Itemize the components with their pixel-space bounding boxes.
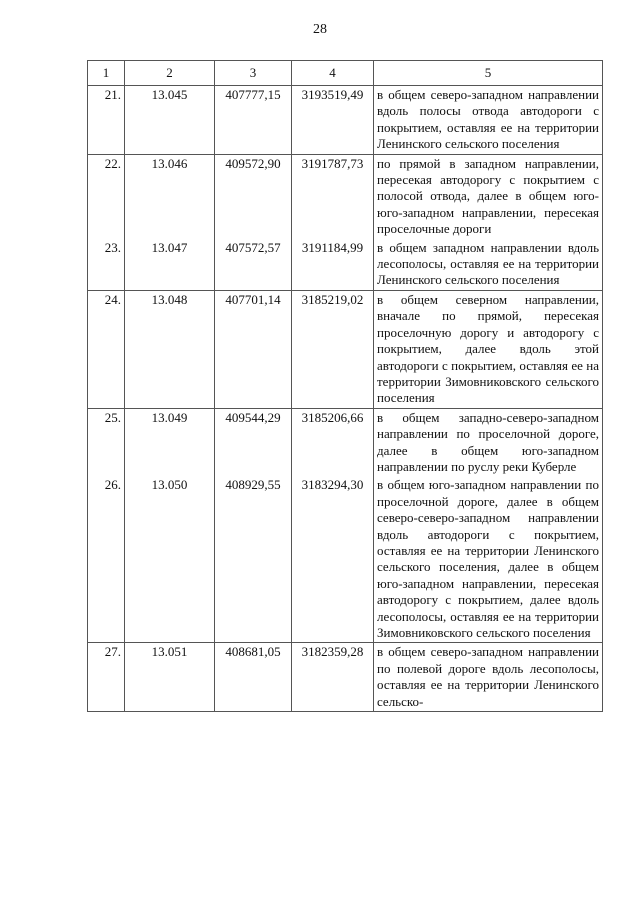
header-col-3: 3 [215, 61, 292, 86]
page-number: 28 [313, 22, 327, 37]
table-row [88, 290, 603, 408]
coordinate-y: 3183294,30 [292, 476, 374, 643]
point-id: 13.051 [125, 643, 215, 712]
boundary-description: в общем северном направлении, вначале по прямой, пересекая проселочную дорогу и автодорогу с покрытием, далее вдоль этой автодороги с покрытием, оставляя ее на территории Зимовниковского сельского поселения [374, 290, 603, 408]
point-id: 13.049 [125, 408, 215, 476]
boundary-description: в общем юго-западном направлении по проселочной дороге, далее в общем северо-северо-западном направлении вдоль автодороги с покрытием, оставляя ее на территории Ленинского сельского поселения, далее в общем юго-западном направлении, пересекая автодорогу с покрытием, далее вдоль лесополосы, оставляя ее на территории Зимовниковского сельского поселения [374, 476, 603, 643]
table-row [88, 239, 603, 291]
point-id: 13.046 [125, 154, 215, 239]
point-id: 13.047 [125, 239, 215, 291]
boundary-description: в общем северо-западном направлении вдоль полосы отвода автодороги с покрытием, оставляя ее на территории Ленинского сельского поселения [374, 86, 603, 155]
coordinate-y: 3185206,66 [292, 408, 374, 476]
boundary-description: в общем западно-северо-западном направлении по проселочной дороге, далее в общем юго-западном направлении по руслу реки Куберле [374, 408, 603, 476]
row-number: 21. [88, 86, 125, 155]
row-number: 22. [88, 154, 125, 239]
point-id: 13.050 [125, 476, 215, 643]
coordinate-x: 408929,55 [215, 476, 292, 643]
point-id: 13.045 [125, 86, 215, 155]
header-col-2: 2 [125, 61, 215, 86]
header-col-4: 4 [292, 61, 374, 86]
point-id: 13.048 [125, 290, 215, 408]
row-number: 25. [88, 408, 125, 476]
coordinate-x: 409572,90 [215, 154, 292, 239]
table-row [88, 476, 603, 643]
coordinate-x: 407777,15 [215, 86, 292, 155]
boundary-table [87, 60, 603, 712]
boundary-description: в общем северо-западном направлении по полевой дороге вдоль лесополосы, оставляя ее на территории Ленинского сельско- [374, 643, 603, 712]
table-row [88, 154, 603, 239]
header-col-5: 5 [374, 61, 603, 86]
table-row [88, 643, 603, 712]
coordinate-y: 3193519,49 [292, 86, 374, 155]
row-number: 23. [88, 239, 125, 291]
coordinate-y: 3185219,02 [292, 290, 374, 408]
row-number: 27. [88, 643, 125, 712]
coordinate-x: 408681,05 [215, 643, 292, 712]
coordinate-y: 3182359,28 [292, 643, 374, 712]
boundary-description: в общем западном направлении вдоль лесополосы, оставляя ее на территории Ленинского сельского поселения [374, 239, 603, 291]
boundary-description: по прямой в западном направлении, пересекая автодорогу с покрытием с полосой отвода, далее в общем юго-юго-западном направлении, пересекая проселочные дороги [374, 154, 603, 239]
coordinate-x: 407572,57 [215, 239, 292, 291]
header-col-1: 1 [88, 61, 125, 86]
table-row [88, 86, 603, 155]
coordinate-x: 407701,14 [215, 290, 292, 408]
row-number: 26. [88, 476, 125, 643]
coordinate-y: 3191184,99 [292, 239, 374, 291]
row-number: 24. [88, 290, 125, 408]
coordinate-x: 409544,29 [215, 408, 292, 476]
coordinate-y: 3191787,73 [292, 154, 374, 239]
table-row [88, 408, 603, 476]
table-header-row [88, 61, 603, 86]
